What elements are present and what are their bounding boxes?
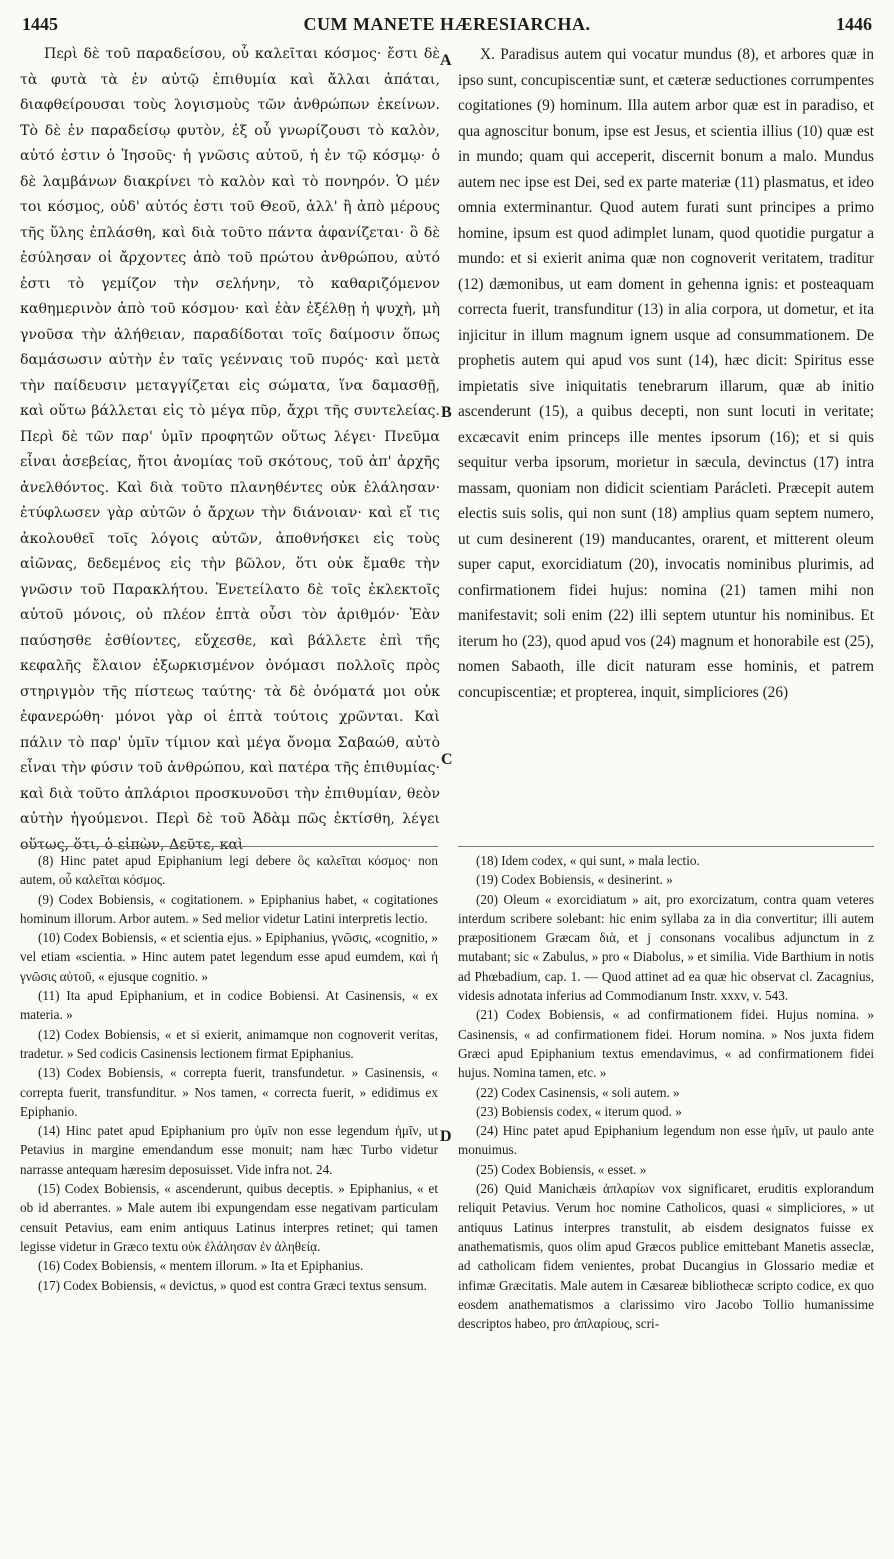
footnote: (24) Hinc patet apud Epiphanium legendum non esse ἡμῖν, ut paulo ante monuimus. <box>458 1123 874 1158</box>
footnote: (20) Oleum « exorcidiatum » ait, pro exorcizatum, contra quam veteres interdum scribere solebant: hic enim syllaba za in dia convertitur; illi autem præpositionem Græcam διὰ, et j consonans vocalibus adjunctum in z mutabant; sic « Zabulus, » pro « Diabolus, » et similia. Vide Barthium in notis ad Phœbadium, cap. 1. — Quod attinet ad ea quæ hic observat cl. Zacagnius, videsis adnotata inferius ad Commodianum Instr. xxxv, v. 543. <box>458 891 874 1004</box>
greek-column <box>20 42 440 853</box>
running-title: CUM MANETE HÆRESIARCHA. <box>303 14 591 34</box>
footnotes-right <box>458 846 874 1543</box>
running-header <box>0 14 894 42</box>
footnote: (25) Codex Bobiensis, « esset. » <box>476 1161 647 1177</box>
footnote: (15) Codex Bobiensis, « ascenderunt, quibus deceptis. » Epiphanius, « et ob id aberrantes. » Male autem ibi expungendam esse negativam particulam censuit Petavius, eam enim antiquus Latinus interpres retinet; qui tamen legisse videtur in Græco textu οὐκ ἐλάλησαν ἐν ἀληθείᾳ. <box>20 1181 438 1254</box>
footnotes-left <box>20 846 438 1543</box>
footnote: (26) Quid Manichæis ἀπλαρίων vox significaret, eruditis explorandum reliquit Petavius. Verum hoc nomine Catholicos, quasi « simpliciores, » ut antiquus Latinus interpres transtulit, ab eisdem designatos fuisse ex anathematismis, quos olim apud Græcos publice emittebant Manetis asseclæ, ad catholicam fidem venientes, probat Ducangius in Glossario mediæ et infimæ Græcitatis. Male autem in Cæsareæ bibliothecæ scripto codice, ex quo eosdem anathematismos a clarissimo viro Jacobo Tollio humanissime descriptos habeo, pro ἀπλαρίους, scri- <box>458 1181 874 1332</box>
footnote: (16) Codex Bobiensis, « mentem illorum. » Ita et Epiphanius. <box>38 1258 364 1274</box>
margin-letter-d: D <box>440 1128 452 1145</box>
footnote: (21) Codex Bobiensis, « ad confirmationem fidei. Hujus nomina. » Casinensis, « ad confirmationem fidei. Horum nomina. » Nos juxta fidem Græci apud Epiphanium textus emendavimus, « ad confirmationem fidei hujus. Nomina tamen, etc. » <box>458 1007 874 1081</box>
footnote: (22) Codex Casinensis, « soli autem. » <box>476 1084 680 1100</box>
margin-letter-a: A <box>440 52 452 69</box>
page-number-left: 1445 <box>22 14 58 34</box>
footnote: (17) Codex Bobiensis, « devictus, » quod est contra Græci textus sensum. <box>38 1277 427 1293</box>
footnote: (8) Hinc patet apud Epiphanium legi debere ὃς καλεῖται κόσμος· non autem, οὗ καλεῖται κόσμος. <box>20 853 438 888</box>
footnote: (9) Codex Bobiensis, « cogitationem. » Epiphanius habet, « cogitationes hominum illorum. Arbor autem. » Sed melior videtur Latini interpretis lectio. <box>20 891 438 926</box>
footnote: (19) Codex Bobiensis, « desinerint. » <box>476 872 673 888</box>
margin-letter-b: B <box>441 404 452 421</box>
page-number-right: 1446 <box>836 14 872 34</box>
latin-column <box>458 42 874 850</box>
latin-text: X. Paradisus autem qui vocatur mundus (8), et arbores quæ in ipso sunt, concupiscentiæ sunt, et cæteræ seductiones corrumpentes cogitationes (9) hominum. Illa autem arbor quæ est in paradiso, et qua agnoscitur bonum, ipse est Jesus, et scientia illius (10) quæ est in mundo; quam qui acceperit, discernit bonum a malo. Mundus autem nec ipse est Dei, sed ex parte materiæ (11) plasmatus, et ideo omnia exterminantur. Quod autem furati sunt principes a primo homine, ipsum est quod adimplet lunam, quod quotidie purgatur a mundo: et si exierit anima quæ non cognoverit veritatem, traditur (12) dæmonibus, ut eam doment in gehenna ignis: et posteaquam correcta fuerit, transfunditur (13) in alia corpora, ut dometur, et ita injicitur in illum magnum ignem usque ad consummationem. De prophetis autem qui apud vos sunt (14), hæc dicit: Spiritus esse impietatis sive iniquitatis tenebrarum illarum, quæ ab initio ascenderunt (15), a quibus decepti, non sunt locuti in veritate; excæcavit enim princeps ille mentes ipsorum (16); et si quis sequitur verba ipsorum, morietur in sæcula, devinctus (17) intra massam, quoniam non didicit scientiam Parácleti. Præcepit autem electis suis solis, qui non sunt (18) amplius quam septem numero, ut cum desinerent (19) manducantes, orarent, et mitterent oleum super caput, exorcidiatum (20), invocatis nominibus plurimis, ad confirmationem fidei hujus: nomina (21) tamen mihi non manifestavit; soli enim (22) illi septem utuntur his nominibus. Et iterum ho (23), quod apud vos (24) magnum et honorabile est (25), nomen Sabaoth, ille dicit naturam esse hominis, et patrem concupiscentiæ; et propterea, inquit, simpliciores (26) <box>458 46 874 701</box>
margin-letter-c: C <box>441 751 453 768</box>
greek-text: Περὶ δὲ τοῦ παραδείσου, οὗ καλεῖται κόσμος· ἔστι δὲ τὰ φυτὰ τὰ ἐν αὐτῷ ἐπιθυμία καὶ ἄλλαι ἀπάται, διαφθείρουσαι τοὺς λογισμοὺς τῶν ἀνθρώπων ἐκείνων. Τὸ δὲ ἐν παραδείσῳ φυτὸν, ἐξ οὗ γνωρίζουσι τὸ καλὸν, αὐτό ἐστιν ὁ Ἰησοῦς· ἡ γνῶσις αὐτοῦ, ἡ ἐν τῷ κόσμῳ· ὁ δὲ λαμβάνων διακρίνει τὸ καλὸν καὶ τὸ πονηρόν. Ὁ μέν τοι κόσμος, οὐδ' αὐτός ἐστι τοῦ Θεοῦ, ἀλλ' ἢ ἀπὸ μέρους τῆς ὕλης ἐπλάσθη, καὶ διὰ τοῦτο πάντα ἀφανίζεται· ὃ δὲ ἐσύλησαν οἱ ἄρχοντες ἀπὸ τοῦ πρώτου ἀνθρώπου, αὐτό ἐστι τὸ γεμίζον τὴν σελήνην, τὸ καθαριζόμενον καθημερινὸν ἀπὸ τοῦ κόσμου· καὶ ἐὰν ἐξέλθῃ ἡ ψυχὴ, μὴ γνοῦσα τὴν ἀλήθειαν, παραδίδοται τοῖς δαίμοσιν ὅπως δαμάσωσιν αὐτὴν ἐν ταῖς γεένναις τοῦ πυρός· καὶ μετὰ τὴν παίδευσιν μεταγγίζεται εἰς σώματα, ἵνα δαμασθῇ, καὶ οὕτω βάλλεται εἰς τὸ μέγα πῦρ, ἄχρι τῆς συντελείας. Περὶ δὲ τῶν παρ' ὑμῖν προφητῶν οὕτως λέγει· Πνεῦμα εἶναι ἀσεβείας, ἤτοι ἀνομίας τοῦ σκότους, τοῦ ἀπ' ἀρχῆς ἀνελθόντος. Καὶ διὰ τοῦτο πλανηθέντες οὐκ ἐλάλησαν· ἐτύφλωσεν γὰρ αὐτῶν ὁ ἄρχων τὴν διάνοιαν· καὶ εἴ τις ἀκολουθεῖ τοῖς λόγοις αὐτῶν, ἀποθνήσκει εἰς τοὺς αἰῶνας, δεδεμένος εἰς τὴν βῶλον, ὅτι οὐκ ἔμαθε τὴν γνῶσιν τοῦ Παρακλήτου. Ἐνετείλατο δὲ τοῖς ἐκλεκτοῖς αὐτοῦ μόνοις, οὐ πλέον ἑπτὰ οὖσι τὸν ἀριθμόν· Ἐὰν παύσησθε ἐσθίοντες, εὔχεσθε, καὶ βάλλετε ἐπὶ τῆς κεφαλῆς ἔλαιον ἐξωρκισμένον ὀνόμασι πολλοῖς πρὸς στηριγμὸν τῆς πίστεως ταύτης· τὰ δὲ ὀνόματά μοι οὐκ ἐφανερώθη· μόνοι γὰρ οἱ ἑπτὰ τούτοις χρῶνται. Καὶ πάλιν τὸ παρ' ὑμῖν τίμιον καὶ μέγα ὄνομα Σαβαώθ, αὐτὸ εἶναι τὴν φύσιν τοῦ ἀνθρώπου, καὶ πατέρα τῆς ἐπιθυμίας· καὶ διὰ τοῦτο ἀπλάριοι προσκυνοῦσι τὴν ἐπιθυμίαν, θεὸν αὐτὴν ἡγούμενοι. Περὶ δὲ τοῦ Ἀδὰμ πῶς ἐκτίσθη, λέγει οὕτως, ὅτι, ὁ εἰπὼν, Δεῦτε, καὶ <box>20 46 440 853</box>
footnote: (13) Codex Bobiensis, « correpta fuerit, transfundetur. » Casinensis, « correpta fuerit, transfunditur. » Nos tamen, « correcta fuerit, » edidimus ex Epiphanio. <box>20 1065 438 1119</box>
footnote: (14) Hinc patet apud Epiphanium pro ὑμῖν non esse legendum ἡμῖν, ut Petavius in margine emendandum esse monuit; nam hæc Turbo videtur narrasse antequam hæresim deposuisset. Vide infra not. 24. <box>20 1123 438 1177</box>
footnote: (12) Codex Bobiensis, « et si exierit, animamque non cognoverit veritas, tradetur. » Sed codicis Casinensis lectionem firmat Epiphanius. <box>20 1026 438 1061</box>
footnote: (11) Ita apud Epiphanium, et in codice Bobiensi. At Casinensis, « ex materia. » <box>20 988 438 1023</box>
footnote: (10) Codex Bobiensis, « et scientia ejus. » Epiphanius, γνῶσις, «cognitio, » vel etiam «scientia. » Hinc autem patet legendum esse apud eumdem, καὶ ἡ γνῶσις αὐτοῦ, « ejusque cognitio. » <box>20 930 438 984</box>
footnote: (18) Idem codex, « qui sunt, » mala lectio. <box>476 853 700 868</box>
footnote: (23) Bobiensis codex, « iterum quod. » <box>476 1103 682 1119</box>
